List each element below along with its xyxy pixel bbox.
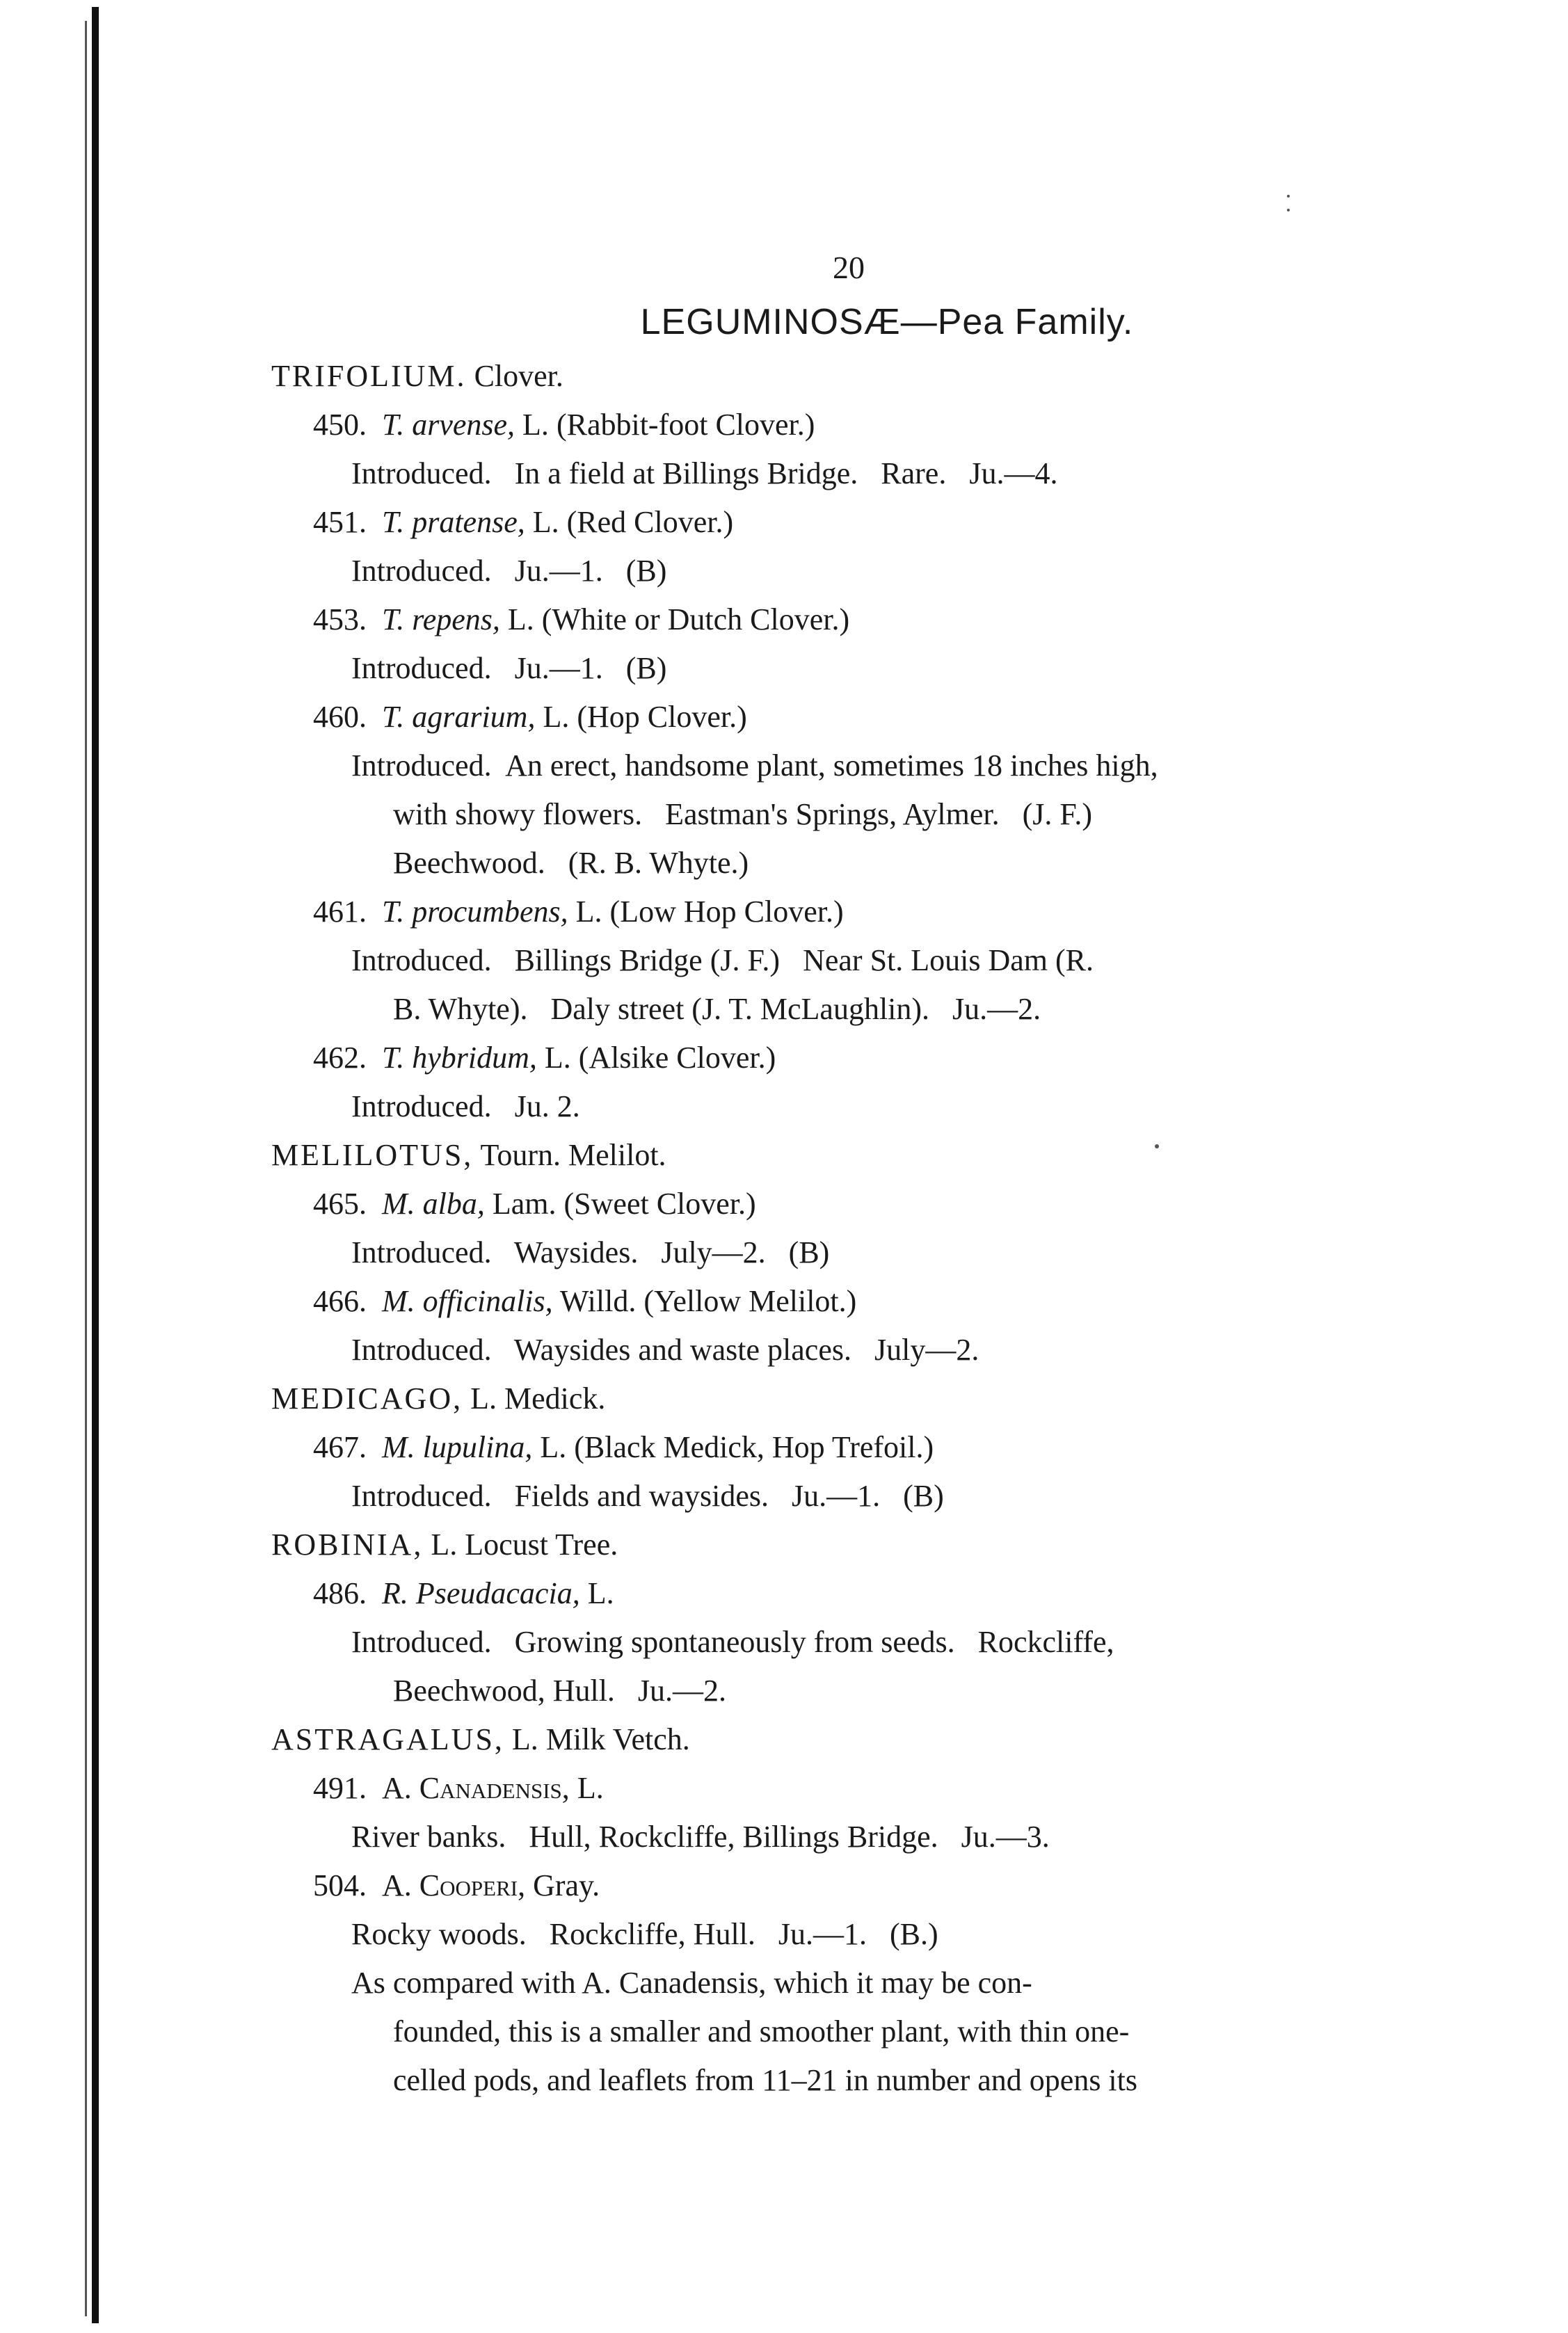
genus-authority: Tourn. [480, 1138, 561, 1172]
species-common-name: (White or Dutch Clover.) [541, 602, 850, 636]
species-note: Introduced. Ju.—1. (B) [351, 554, 667, 588]
family-heading: LEGUMINOSÆ—Pea Family. [640, 302, 1134, 342]
genus-astragalus [271, 1715, 1384, 1764]
note-line: Beechwood, Hull. Ju.—2. [393, 1674, 727, 1708]
species-name: T. hybridum, [382, 1041, 537, 1075]
species-authority: L. [532, 505, 559, 539]
genus-common-name: Melilot. [568, 1138, 666, 1172]
species-authority: L. [540, 1430, 567, 1464]
species-462 [271, 1034, 1384, 1082]
species-common-name: (Sweet Clover.) [563, 1187, 756, 1221]
species-common-name: (Rabbit-foot Clover.) [556, 408, 815, 442]
genus-trifolium [271, 352, 1384, 401]
genus-name: MELILOTUS, [271, 1138, 474, 1172]
species-name: R. Pseudacacia, [382, 1576, 580, 1610]
genus-authority: L. [511, 1722, 538, 1756]
species-453 [271, 595, 1384, 644]
species-authority: L. [544, 1041, 571, 1075]
genus-name: MEDICAGO, [271, 1381, 463, 1416]
species-461 [271, 888, 1384, 936]
species-note: Introduced. Fields and waysides. Ju.—1. (B) [351, 1479, 944, 1513]
species-450 [271, 401, 1384, 449]
note-line: B. Whyte). Daly street (J. T. McLaughlin). Ju.—2. [393, 992, 1041, 1026]
genus-name: ROBINIA, [271, 1528, 424, 1562]
print-speck [1287, 195, 1290, 198]
species-description [271, 1959, 1384, 2105]
species-authority: Gray. [533, 1868, 600, 1902]
genus-authority: L. [470, 1381, 497, 1416]
species-name: M. officinalis, [382, 1284, 553, 1318]
species-465 [271, 1180, 1384, 1228]
species-number: 465. [313, 1187, 367, 1221]
species-name: T. pratense, [382, 505, 525, 539]
page-edge-shadow [85, 21, 87, 2316]
species-number: 466. [313, 1284, 367, 1318]
genus-common-name: Medick. [504, 1381, 606, 1416]
species-491 [271, 1764, 1384, 1813]
species-467 [271, 1423, 1384, 1472]
genus-common-name: Clover. [474, 359, 563, 393]
species-number: 462. [313, 1041, 367, 1075]
genus-authority: L. [431, 1528, 458, 1562]
species-note: Introduced. Waysides and waste places. July—2. [351, 1333, 979, 1367]
description-line: founded, this is a smaller and smoother plant, with thin one- [393, 2014, 1130, 2049]
species-486 [271, 1569, 1384, 1618]
species-authority: L. [522, 408, 549, 442]
species-common-name: (Yellow Melilot.) [643, 1284, 857, 1318]
species-authority: Lam. [492, 1187, 557, 1221]
species-note [271, 741, 1384, 888]
genus-medicago [271, 1374, 1384, 1423]
species-authority: L. [587, 1576, 614, 1610]
species-note [271, 936, 1384, 1034]
species-number: 461. [313, 895, 367, 929]
species-name: M. alba, [382, 1187, 485, 1221]
species-common-name: (Low Hop Clover.) [609, 895, 844, 929]
species-authority: L. [507, 602, 534, 636]
species-504 [271, 1861, 1384, 1910]
species-number: 450. [313, 408, 367, 442]
species-460 [271, 693, 1384, 741]
species-authority: L. [577, 1771, 604, 1805]
species-number: 486. [313, 1576, 367, 1610]
species-466 [271, 1277, 1384, 1326]
genus-robinia [271, 1521, 1384, 1569]
species-name: T. arvense, [382, 408, 515, 442]
species-note: River banks. Hull, Rockcliffe, Billings Bridge. Ju.—3. [351, 1820, 1050, 1854]
species-name: T. procumbens, [382, 895, 568, 929]
page-edge-binding [92, 7, 99, 2323]
genus-melilotus [271, 1131, 1384, 1180]
species-common-name: (Red Clover.) [566, 505, 734, 539]
species-authority: L. [543, 700, 570, 734]
species-note: Introduced. Ju.—1. (B) [351, 651, 667, 685]
species-number: 467. [313, 1430, 367, 1464]
species-number: 453. [313, 602, 367, 636]
species-451 [271, 498, 1384, 547]
print-speck [1287, 209, 1290, 211]
note-line: with showy flowers. Eastman's Springs, Aylmer. (J. F.) [393, 797, 1092, 831]
species-number: 460. [313, 700, 367, 734]
description-line: celled pods, and leaflets from 11–21 in number and opens its [393, 2063, 1138, 2097]
species-authority: L. [575, 895, 602, 929]
species-name: T. repens, [382, 602, 500, 636]
genus-name: TRIFOLIUM. [271, 359, 467, 393]
species-common-name: (Black Medick, Hop Trefoil.) [574, 1430, 934, 1464]
note-line: Introduced. An erect, handsome plant, sometimes 18 inches high, [351, 748, 1158, 783]
note-line: Beechwood. (R. B. Whyte.) [393, 846, 749, 880]
book-page [271, 243, 1384, 2105]
genus-name: ASTRAGALUS, [271, 1722, 504, 1756]
species-name: A. Cooperi, [382, 1868, 526, 1902]
note-line: Introduced. Billings Bridge (J. F.) Near St. Louis Dam (R. [351, 943, 1094, 977]
species-number: 504. [313, 1868, 367, 1902]
species-note: Introduced. Waysides. July—2. (B) [351, 1235, 830, 1269]
note-line: Introduced. Growing spontaneously from seeds. Rockcliffe, [351, 1625, 1114, 1659]
description-line: As compared with A. Canadensis, which it may be con- [351, 1966, 1032, 2000]
species-name: A. Canadensis, [382, 1771, 570, 1805]
species-authority: Willd. [559, 1284, 637, 1318]
page-number: 20 [833, 250, 865, 285]
species-name: T. agrarium, [382, 700, 536, 734]
species-note: Rocky woods. Rockcliffe, Hull. Ju.—1. (B.) [351, 1917, 938, 1951]
species-common-name: (Hop Clover.) [577, 700, 747, 734]
species-note [271, 1618, 1384, 1715]
species-number: 491. [313, 1771, 367, 1805]
species-name: M. lupulina, [382, 1430, 533, 1464]
species-common-name: (Alsike Clover.) [578, 1041, 776, 1075]
species-number: 451. [313, 505, 367, 539]
species-note: Introduced. In a field at Billings Bridge. Rare. Ju.—4. [351, 456, 1058, 490]
species-note: Introduced. Ju. 2. [351, 1089, 580, 1123]
genus-common-name: Locust Tree. [465, 1528, 618, 1562]
genus-common-name: Milk Vetch. [545, 1722, 690, 1756]
